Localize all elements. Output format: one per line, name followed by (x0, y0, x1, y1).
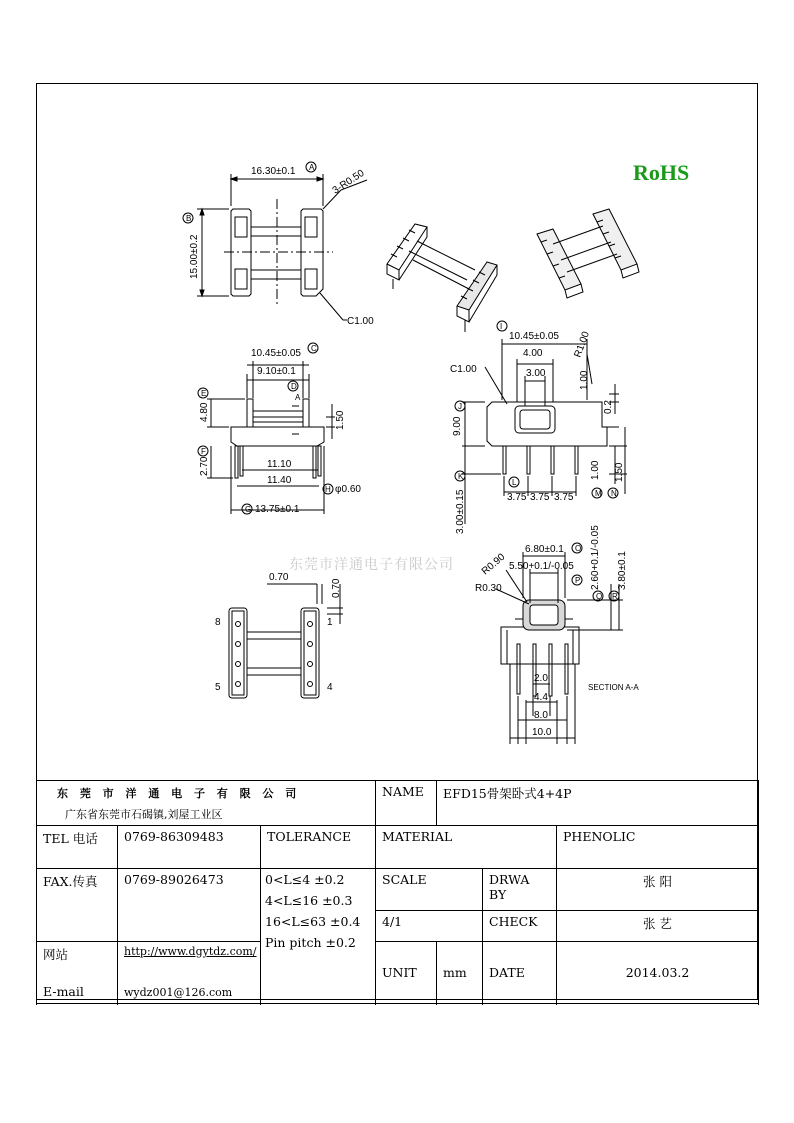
side-d14: 1.50 (614, 462, 625, 482)
ref-n-label: N (611, 489, 617, 498)
section-d2: 5.50+0.1/-0.05 (509, 561, 574, 572)
web-email-values (118, 942, 261, 1004)
technical-drawing (37, 84, 759, 781)
tolerance-line-2: 4<L≤16 ±0.3 (265, 893, 353, 908)
unit-value: mm (437, 942, 483, 1004)
front-d5: 2.70 (199, 456, 210, 476)
side-d8: 9.00 (452, 416, 463, 436)
top-height-dim: 15.00±0.2 (189, 234, 200, 279)
name-label: NAME (376, 781, 437, 826)
section-d1: 6.80±0.1 (525, 544, 564, 555)
ref-i-label: I (500, 322, 503, 331)
ref-c-label: C (311, 344, 317, 353)
scale-label: SCALE (376, 869, 483, 911)
scale-value: 4/1 (376, 911, 483, 942)
bottom-d1: 0.70 (269, 572, 289, 583)
front-d3: 4.80 (199, 402, 210, 422)
front-d7: 11.40 (267, 475, 292, 486)
fax-value: 0769-89026473 (118, 869, 261, 942)
fax-label: FAX.传真 (37, 869, 118, 942)
web-label: 网站 (43, 947, 69, 962)
section-d5: R0.90 (479, 551, 508, 578)
ref-r-label: R (612, 592, 618, 601)
material-value: PHENOLIC (557, 826, 759, 869)
side-d9: 3.75 (507, 492, 527, 503)
rohs-mark: RoHS (633, 160, 690, 185)
date-value: 2014.03.2 (557, 942, 759, 1004)
radius-dim: 3-R0.50 (330, 167, 367, 197)
section-d6: R0.30 (475, 583, 502, 594)
email-label: E-mail (43, 984, 84, 999)
chamfer-dim: C1.00 (347, 316, 374, 327)
watermark: 东莞市洋通电子有限公司 (289, 557, 454, 573)
section-d4: 3.80±0.1 (617, 551, 628, 590)
ref-l-label: L (512, 478, 517, 487)
front-d9: 13.75±0.1 (255, 504, 300, 515)
ref-q-label: Q (596, 592, 603, 601)
side-d6: 0.2 (603, 400, 614, 414)
section-label: SECTION A-A (588, 683, 639, 692)
email-value: wydz001@126.com (124, 986, 233, 999)
pin-4-label: 4 (327, 682, 333, 693)
company-address: 广东省东莞市石碣镇,刘屋工业区 (65, 808, 223, 821)
front-d6: 11.10 (267, 459, 292, 470)
ref-g-label: G (245, 505, 252, 514)
isometric-view-left (387, 224, 497, 332)
section-d8: 4.4 (534, 692, 548, 703)
bottom-d2: 0.70 (331, 578, 342, 598)
bottom-view (229, 584, 343, 698)
ref-a-label: A (309, 163, 315, 172)
front-d1: 10.45±0.05 (251, 348, 301, 359)
website-link[interactable]: http://www.dgytdz.com/ (124, 945, 257, 958)
side-d4: R1.00 (572, 330, 592, 360)
front-d8: φ0.60 (335, 484, 361, 495)
pin-1-label: 1 (327, 617, 333, 628)
front-d2: 9.10±0.1 (257, 366, 296, 377)
date-label: DATE (483, 942, 557, 1004)
side-d10: 3.75 (530, 492, 550, 503)
pin-8-label: 8 (215, 617, 221, 628)
tolerance-line-3: 16<L≤63 ±0.4 (265, 914, 361, 929)
front-d4: 1.50 (335, 410, 346, 430)
title-block (36, 780, 758, 1000)
section-mark-a: A (295, 393, 301, 402)
side-d1: 10.45±0.05 (509, 331, 559, 342)
ref-h-label: H (325, 485, 331, 494)
section-view (496, 543, 623, 744)
web-email-labels (37, 942, 118, 1004)
drawn-label: DRWA BY (483, 869, 557, 911)
ref-d-label: D (291, 382, 297, 391)
section-d3: 2.60+0.1/-0.05 (590, 525, 601, 590)
tel-value: 0769-86309483 (118, 826, 261, 869)
tolerance-table (261, 869, 376, 1004)
ref-b-label: B (186, 214, 192, 223)
ref-e-label: E (201, 389, 207, 398)
name-value: EFD15骨架卧式4+4P (437, 781, 759, 826)
side-d7: C1.00 (450, 364, 477, 375)
check-value: 张 艺 (557, 911, 759, 942)
company-cell (37, 781, 376, 826)
tolerance-line-4: Pin pitch ±0.2 (265, 935, 356, 950)
ref-m-label: M (595, 489, 602, 498)
tolerance-label: TOLERANCE (261, 826, 376, 869)
ref-f-label: F (201, 447, 206, 456)
side-d5: 1.00 (579, 370, 590, 390)
section-d7: 2.0 (534, 673, 548, 684)
company-name: 东 莞 市 洋 通 电 子 有 限 公 司 (57, 787, 301, 800)
pin-5-label: 5 (215, 682, 221, 693)
isometric-view-right (537, 209, 639, 298)
ref-k-label: K (458, 472, 464, 481)
drawn-value: 张 阳 (557, 869, 759, 911)
tel-label: TEL 电话 (37, 826, 118, 869)
side-d13: 1.00 (590, 460, 601, 480)
section-d9: 8.0 (534, 710, 548, 721)
section-d10: 10.0 (532, 727, 552, 738)
side-d3: 3.00 (526, 368, 546, 379)
side-d12: 3.00±0.15 (455, 489, 466, 534)
tolerance-line-1: 0<L≤4 ±0.2 (265, 872, 345, 887)
side-d11: 3.75 (554, 492, 574, 503)
top-width-dim: 16.30±0.1 (251, 166, 296, 177)
ref-j-label: J (458, 402, 462, 411)
ref-o-label: O (575, 544, 582, 553)
material-label: MATERIAL (376, 826, 557, 869)
ref-p-label: P (575, 576, 581, 585)
unit-label: UNIT (376, 942, 437, 1004)
side-d2: 4.00 (523, 348, 543, 359)
check-label: CHECK (483, 911, 557, 942)
